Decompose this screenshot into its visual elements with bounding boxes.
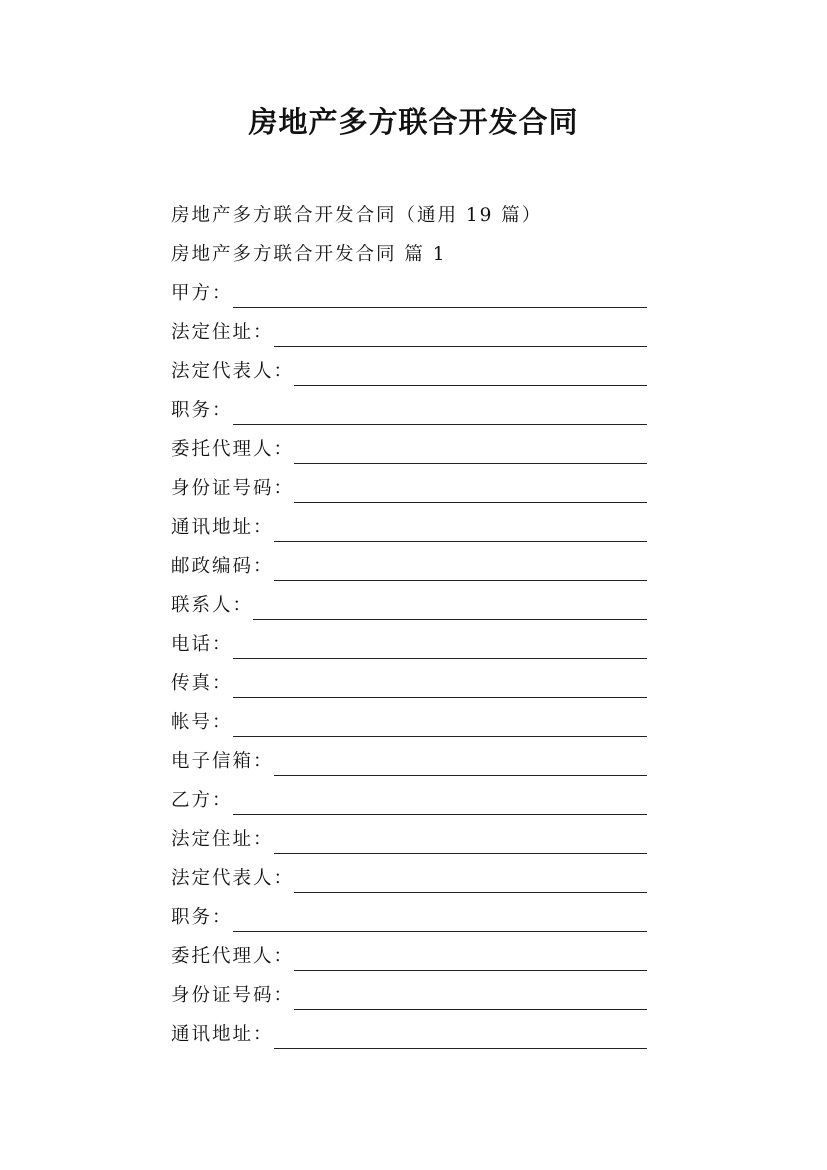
field-label: 委托代理人： [171,439,295,460]
field-row-legal-representative-b [171,856,647,895]
fill-in-blank [233,930,647,932]
field-row-party-a [171,271,647,310]
field-label: 职务： [171,400,233,421]
fill-in-blank [233,735,647,737]
field-label: 身份证号码： [171,478,295,499]
fill-in-blank [233,696,647,698]
field-label: 电子信箱： [171,751,274,772]
field-label: 法定代表人： [171,361,295,382]
fill-in-blank [274,579,647,581]
field-label: 法定住址： [171,322,274,343]
document-body [171,193,647,1051]
field-label: 委托代理人： [171,946,295,967]
fill-in-blank [253,618,647,620]
field-label: 身份证号码： [171,985,295,1006]
fill-in-blank [274,540,647,542]
field-row-id-number-b [171,973,647,1012]
field-row-email [171,739,647,778]
field-row-authorized-agent [171,427,647,466]
fill-in-blank [233,306,647,308]
fill-in-blank [294,891,647,893]
field-label: 法定住址： [171,829,274,850]
field-label: 通讯地址： [171,517,274,538]
subtitle-line [171,193,647,232]
field-label: 联系人： [171,595,254,616]
fill-in-blank [274,345,647,347]
field-label: 乙方： [171,790,233,811]
field-row-contact-person [171,583,647,622]
field-row-fax [171,661,647,700]
field-row-id-number [171,466,647,505]
field-row-party-b [171,778,647,817]
field-row-postal-code [171,544,647,583]
fill-in-blank [294,384,647,386]
fill-in-blank [274,1047,647,1049]
field-row-mailing-address-b [171,1012,647,1051]
field-label: 甲方： [171,283,233,304]
document-subtitle: 房地产多方联合开发合同（通用 19 篇） [171,205,543,226]
fill-in-blank [233,657,647,659]
field-label: 邮政编码： [171,556,274,577]
field-label: 传真： [171,673,233,694]
field-label: 电话： [171,634,233,655]
field-row-legal-address [171,310,647,349]
fill-in-blank [294,969,647,971]
field-row-legal-representative [171,349,647,388]
section-heading-line [171,232,647,271]
field-label: 职务： [171,907,233,928]
field-label: 法定代表人： [171,868,295,889]
fill-in-blank [294,501,647,503]
fill-in-blank [294,462,647,464]
field-row-authorized-agent-b [171,934,647,973]
fill-in-blank [274,774,647,776]
field-row-phone [171,622,647,661]
field-row-position [171,388,647,427]
fill-in-blank [294,1008,647,1010]
document-title: 房地产多方联合开发合同 [248,105,579,139]
fill-in-blank [233,423,647,425]
field-row-position-b [171,895,647,934]
fill-in-blank [274,852,647,854]
field-row-legal-address-b [171,817,647,856]
field-row-mailing-address [171,505,647,544]
section-heading: 房地产多方联合开发合同 篇 1 [171,244,447,265]
field-label: 通讯地址： [171,1024,274,1045]
field-label: 帐号： [171,712,233,733]
field-row-account [171,700,647,739]
fill-in-blank [233,813,647,815]
